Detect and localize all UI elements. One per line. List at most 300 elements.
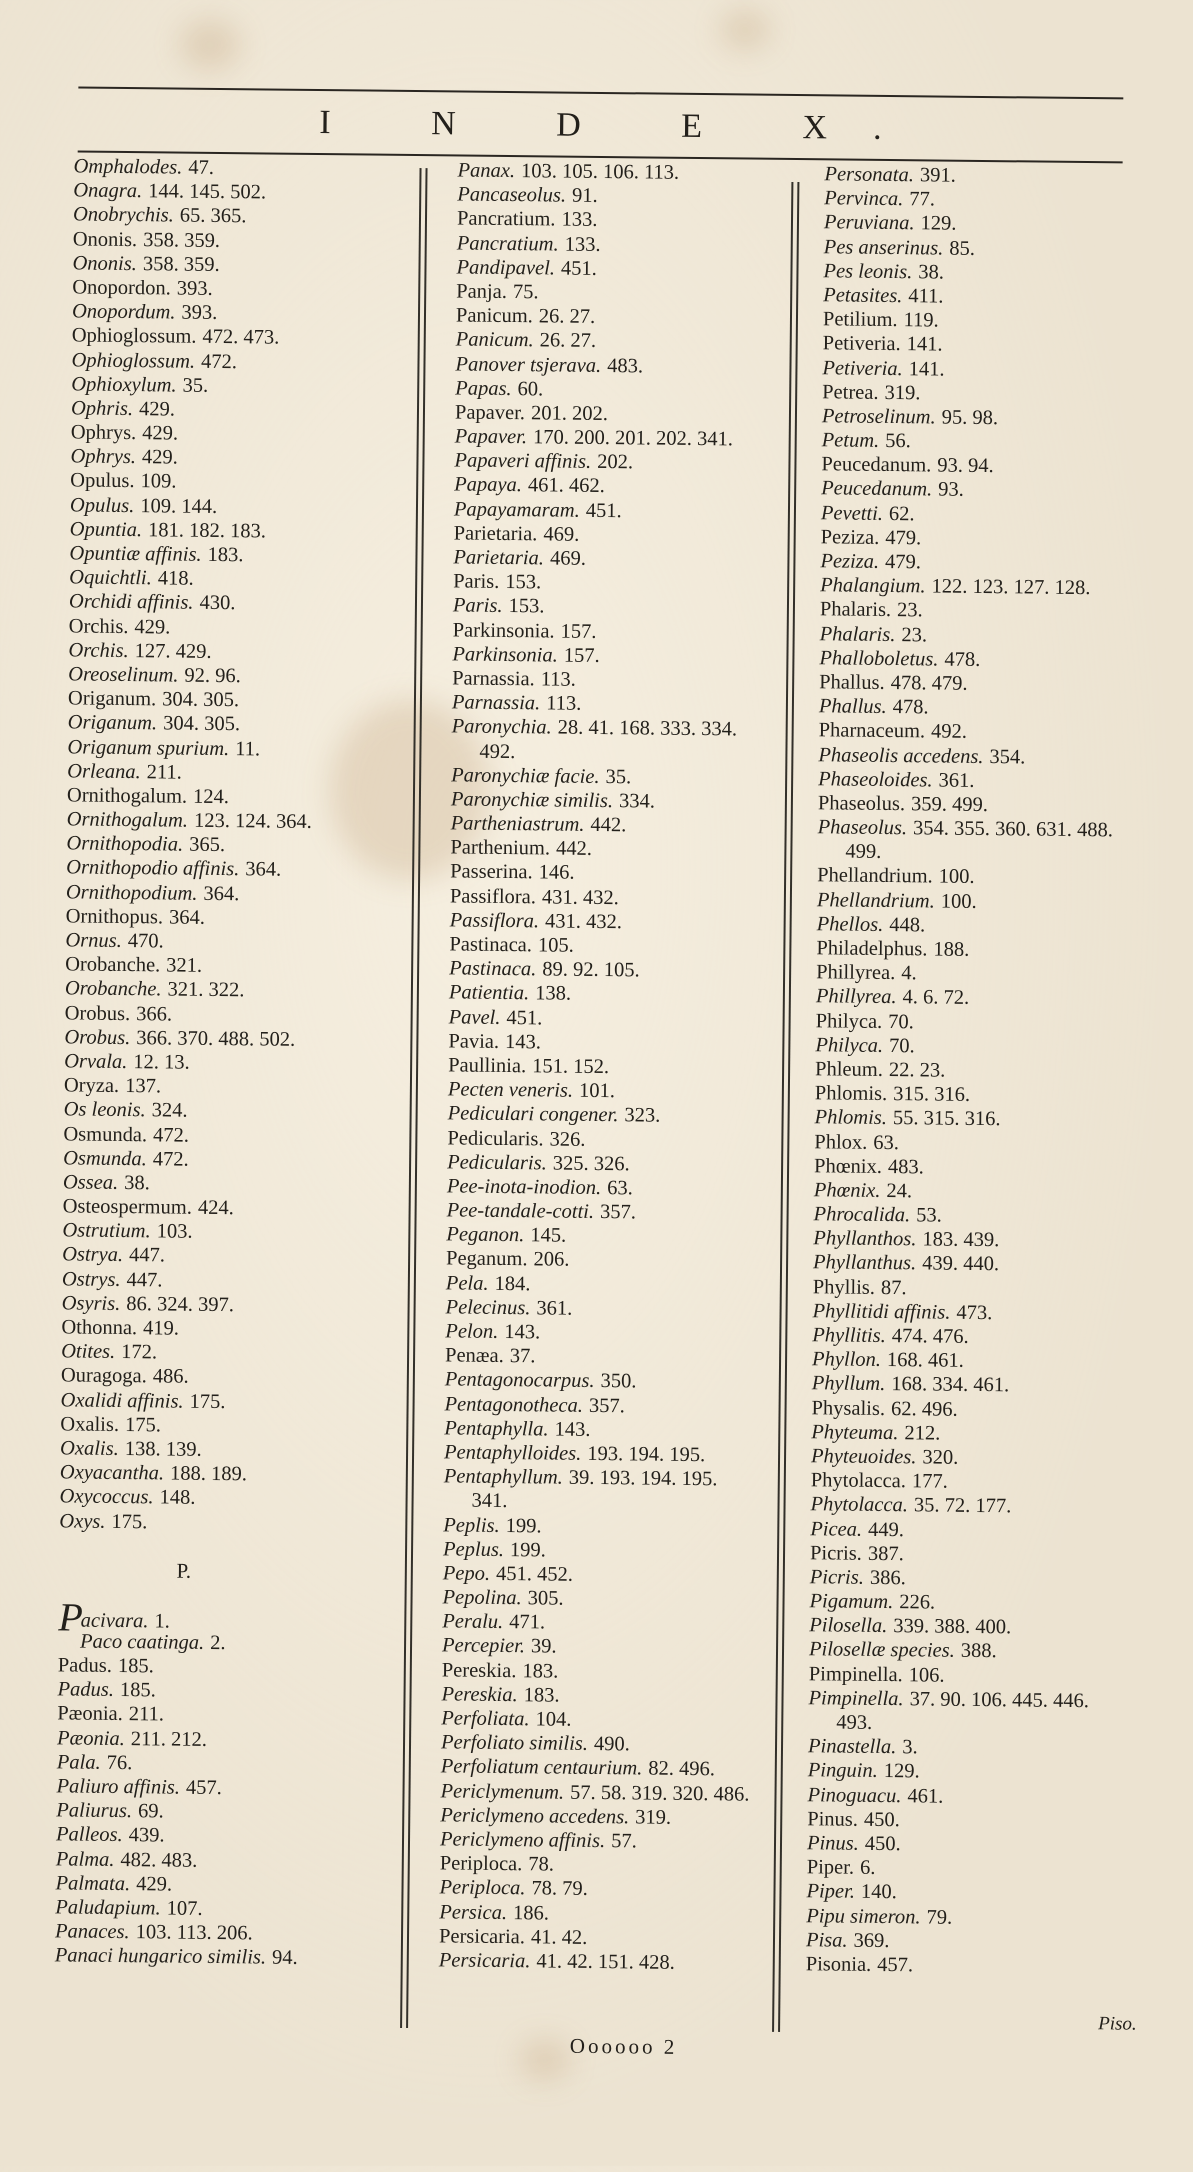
index-entry xyxy=(813,1202,1143,1230)
page-numbers: 4. 6. 72. xyxy=(902,986,970,1010)
index-entry xyxy=(55,1919,385,1947)
entry-name: Pevetti. xyxy=(820,501,884,525)
index-entry xyxy=(808,1734,1138,1762)
entry-name: Parkinsonia. xyxy=(452,618,555,643)
index-entry xyxy=(823,332,1153,360)
page-numbers: 334. xyxy=(618,790,656,813)
index-entry xyxy=(816,985,1146,1013)
page-numbers: 76. xyxy=(106,1751,133,1774)
entry-name: Perfoliata. xyxy=(441,1707,530,1731)
page-numbers: 341. xyxy=(471,1489,508,1513)
index-entry xyxy=(807,1783,1137,1811)
page-numbers: 350. xyxy=(600,1370,637,1393)
page-numbers: 65. 365. xyxy=(179,204,247,228)
entry-name: Paronychiæ similis. xyxy=(450,788,614,812)
page-numbers: 448. xyxy=(889,913,926,937)
index-entry xyxy=(63,1194,393,1222)
page-numbers: 211. 212. xyxy=(130,1727,208,1751)
index-entry xyxy=(446,1247,776,1275)
page-numbers: 93. 94. xyxy=(937,454,994,478)
page-numbers: 113. xyxy=(546,692,582,715)
entry-name: Phyllis. xyxy=(812,1275,876,1299)
page-numbers: 411. xyxy=(908,285,944,308)
page-numbers: 100. xyxy=(940,890,977,913)
index-entry xyxy=(821,525,1151,553)
page-numbers: 109. 144. xyxy=(140,494,218,518)
index-entry xyxy=(812,1323,1142,1351)
entry-name: Picris. xyxy=(809,1566,865,1589)
entry-name: Panja. xyxy=(456,280,508,303)
index-entry xyxy=(455,400,785,428)
index-entry xyxy=(451,763,781,791)
entry-name: Partheniastrum. xyxy=(450,812,585,836)
entry-name: Philyca. xyxy=(815,1034,884,1057)
index-entry xyxy=(443,1489,773,1517)
entry-name: Pedicularis. xyxy=(447,1126,544,1150)
entry-name: Pipu simeron. xyxy=(806,1904,921,1928)
index-entry xyxy=(66,856,396,884)
page-numbers: 472. xyxy=(152,1148,189,1171)
page-numbers: 226. xyxy=(899,1591,936,1614)
page-numbers: 418. xyxy=(157,567,194,590)
entry-name: Penæa. xyxy=(444,1344,504,1368)
index-entry xyxy=(806,1904,1136,1932)
entry-name: Pee-tandale-cotti. xyxy=(446,1199,595,1224)
index-entry xyxy=(811,1468,1141,1496)
page-numbers: 361. xyxy=(536,1297,573,1320)
index-entry xyxy=(822,428,1152,456)
page-numbers: 175. xyxy=(124,1413,162,1437)
page-numbers: 143. xyxy=(504,1030,542,1054)
page-numbers: 87. xyxy=(880,1276,907,1299)
index-entry xyxy=(439,1924,769,1952)
page-numbers: 183. xyxy=(523,1684,560,1707)
entry-name: Petasites. xyxy=(823,284,903,308)
page-numbers: 185. xyxy=(119,1679,156,1702)
index-entry xyxy=(63,1146,393,1174)
entry-name: Phyllum. xyxy=(811,1372,886,1396)
index-entry xyxy=(452,715,782,743)
entry-name: Phyllitis. xyxy=(812,1324,886,1348)
index-entry xyxy=(71,420,401,448)
page-numbers: 144. 145. 502. xyxy=(148,180,267,204)
index-entry xyxy=(449,957,779,985)
index-entry xyxy=(443,1513,773,1541)
index-entry xyxy=(68,662,398,690)
page-numbers: 70. xyxy=(889,1034,915,1058)
entry-name: Pes leonis. xyxy=(823,260,913,283)
entry-name: Pes anserinus. xyxy=(823,235,944,260)
entry-name: Petilium. xyxy=(822,308,898,332)
page-numbers: 357. xyxy=(599,1201,637,1224)
index-entry xyxy=(813,1251,1143,1279)
index-entry xyxy=(454,497,784,525)
entry-name: Paullinia. xyxy=(448,1054,527,1078)
index-entry xyxy=(457,183,787,211)
page-numbers: 177. xyxy=(911,1470,948,1493)
entry-name: Paronychia. xyxy=(451,715,552,739)
index-entry xyxy=(67,783,397,811)
index-entry xyxy=(822,404,1152,432)
entry-name: Orobus. xyxy=(64,1001,131,1025)
entry-name: Palma. xyxy=(55,1847,115,1871)
index-entry xyxy=(441,1706,771,1734)
entry-name: Phellandrium. xyxy=(817,864,933,888)
entry-name: Paronychiæ facie. xyxy=(451,764,600,788)
entry-name: Origanum spurium. xyxy=(67,735,230,760)
page-numbers: 206. xyxy=(533,1248,570,1272)
page-numbers: 101. xyxy=(578,1079,616,1103)
index-entry xyxy=(818,815,1148,843)
entry-name: Omphalodes. xyxy=(73,155,183,179)
page-numbers: 86. 324. 397. xyxy=(126,1292,235,1316)
index-entry xyxy=(811,1444,1141,1472)
page-numbers: 339. 388. 400. xyxy=(893,1615,1012,1639)
page-numbers: 75. xyxy=(512,280,539,304)
page-numbers: 70. xyxy=(888,1010,914,1033)
index-entry xyxy=(816,960,1146,988)
entry-name: Paliurus. xyxy=(56,1799,133,1823)
index-entry xyxy=(56,1799,386,1827)
page-numbers: 439. xyxy=(128,1824,165,1847)
index-entry xyxy=(65,1001,395,1029)
page-numbers: 138. xyxy=(535,982,572,1006)
entry-name: Orobanche. xyxy=(64,977,162,1001)
entry-name: Pavel. xyxy=(448,1005,501,1029)
index-entry xyxy=(440,1779,770,1807)
page-numbers: 199. xyxy=(505,1514,542,1537)
page-numbers: 315. 316. xyxy=(893,1083,971,1107)
entry-name: Panicum. xyxy=(455,304,533,328)
entry-name: Phaseolus. xyxy=(817,792,906,816)
entry-name: Pastinaca. xyxy=(449,957,537,981)
index-entry xyxy=(815,1033,1145,1061)
page-numbers: 181. 182. 183. xyxy=(147,519,267,543)
page-numbers: 91. xyxy=(571,184,598,208)
index-entry xyxy=(820,622,1150,650)
entry-name: Perfoliato similis. xyxy=(440,1731,589,1756)
index-entry xyxy=(446,1223,776,1251)
index-entry xyxy=(65,953,395,981)
index-entry xyxy=(445,1295,775,1323)
page-numbers: 357. xyxy=(588,1394,625,1417)
index-entry xyxy=(451,787,781,815)
index-entry xyxy=(814,1106,1144,1134)
index-entry xyxy=(72,251,402,279)
entry-name: Pedicularis. xyxy=(447,1151,547,1175)
page-numbers: 183. 439. xyxy=(922,1228,1000,1252)
index-entry xyxy=(59,1509,389,1537)
index-entry xyxy=(72,300,402,328)
page-numbers: 109. xyxy=(140,470,177,493)
page-numbers: 56. xyxy=(885,430,911,453)
page-numbers: 127. 429. xyxy=(134,639,212,663)
entry-name: Pilosella. xyxy=(809,1614,888,1638)
entry-name: Periploca. xyxy=(439,1876,526,1900)
index-entry xyxy=(815,1057,1145,1085)
page-numbers: 140. xyxy=(860,1881,897,1904)
index-entry xyxy=(64,1074,394,1102)
entry-name: Pandipavel. xyxy=(456,256,556,280)
index-entry xyxy=(815,1081,1145,1109)
index-entry xyxy=(445,1319,775,1347)
entry-name: Passiflora. xyxy=(449,909,540,933)
index-entry xyxy=(823,259,1153,287)
entry-name: Phalaris. xyxy=(819,598,892,622)
page-numbers: 457. xyxy=(877,1953,914,1977)
entry-name: Persicaria. xyxy=(438,1949,531,1973)
entry-name: Papas. xyxy=(455,377,512,400)
index-entry xyxy=(442,1658,772,1686)
page-numbers: 175. xyxy=(189,1390,226,1413)
index-entry xyxy=(448,1102,778,1130)
page-numbers: 47. xyxy=(188,156,215,179)
entry-name: Paris. xyxy=(453,570,500,594)
index-entry xyxy=(449,1005,779,1033)
page-numbers: 146. xyxy=(538,861,575,885)
page-numbers: 23. xyxy=(901,623,928,646)
page-numbers: 430. xyxy=(199,592,236,615)
page-numbers: 92. 96. xyxy=(184,664,241,688)
entry-name: Pala. xyxy=(56,1751,101,1774)
index-list xyxy=(806,162,1155,1979)
entry-name: Opuntia. xyxy=(69,518,143,541)
index-entry xyxy=(439,1876,769,1904)
entry-name: Phellandrium. xyxy=(816,888,935,913)
index-entry xyxy=(69,590,399,618)
page-numbers: 60. xyxy=(517,377,544,401)
catchword: Piso. xyxy=(1098,2013,1137,2035)
entry-name: Petroselinum. xyxy=(821,405,936,429)
page-numbers: 188. xyxy=(933,938,970,961)
entry-name: Passiflora. xyxy=(449,885,537,908)
entry-name: Pancaseolus. xyxy=(457,183,567,207)
index-entry xyxy=(457,231,787,259)
page-numbers: 168. 461. xyxy=(886,1349,964,1373)
page-numbers: 358. 359. xyxy=(142,252,220,276)
entry-name: Pentaphyllum. xyxy=(443,1465,563,1489)
index-entry xyxy=(811,1396,1141,1424)
page-numbers: 365. xyxy=(189,833,226,857)
index-entry xyxy=(444,1465,774,1493)
page-numbers: 106. xyxy=(908,1663,945,1687)
index-entry xyxy=(58,1594,388,1640)
index-entry xyxy=(817,864,1147,892)
entry-name: Onobrychis. xyxy=(72,203,174,227)
index-entry xyxy=(811,1420,1141,1448)
entry-name: Os leonis. xyxy=(63,1098,146,1122)
index-entry xyxy=(69,566,399,594)
page-numbers: 429. xyxy=(141,446,178,469)
page-numbers: 94. xyxy=(271,1946,298,1970)
index-entry xyxy=(818,743,1148,771)
index-entry xyxy=(62,1219,392,1247)
index-entry xyxy=(812,1372,1142,1400)
entry-name: Phœnix. xyxy=(813,1179,881,1202)
page-numbers: 424. xyxy=(197,1196,234,1220)
index-entry xyxy=(453,545,783,573)
page-numbers: 77. xyxy=(909,188,936,211)
entry-name: Phaseolis accedens. xyxy=(818,743,984,768)
entry-name: Oxyacantha. xyxy=(59,1461,165,1485)
entry-name: Petum. xyxy=(821,429,880,452)
entry-name: Parnassia. xyxy=(451,691,541,715)
index-entry xyxy=(821,453,1151,481)
page-numbers: 145. xyxy=(530,1224,567,1247)
index-column-2 xyxy=(439,158,788,1975)
index-entry xyxy=(66,832,396,860)
index-entry xyxy=(57,1678,387,1706)
page-numbers: 393. xyxy=(181,301,218,325)
page-numbers: 28. 41. 168. 333. 334. xyxy=(557,716,738,741)
index-entry xyxy=(65,977,395,1005)
page-numbers: 62. 496. xyxy=(890,1397,958,1421)
page-numbers: 57. 58. 319. 320. 486. xyxy=(569,1781,750,1806)
entry-name: Orleana. xyxy=(67,760,141,783)
page-numbers: 63. xyxy=(873,1131,900,1154)
index-entry xyxy=(822,356,1152,384)
index-entry xyxy=(73,227,403,255)
page-numbers: 391. xyxy=(919,164,956,187)
page-numbers: 319. xyxy=(884,381,921,405)
page-numbers: 419. xyxy=(142,1317,180,1340)
entry-name: Phleum. xyxy=(815,1058,884,1081)
entry-name: Phlomis. xyxy=(814,1106,888,1130)
entry-name: Philadelphus. xyxy=(816,937,928,961)
entry-name: Phallus. xyxy=(818,695,887,719)
page-numbers: 469. xyxy=(549,547,586,570)
index-entry xyxy=(71,396,401,424)
index-entry xyxy=(446,1271,776,1299)
index-entry xyxy=(809,1613,1139,1641)
index-entry xyxy=(72,275,402,303)
page-numbers: 325. 326. xyxy=(552,1152,630,1176)
index-entry xyxy=(447,1174,777,1202)
index-entry xyxy=(452,691,782,719)
entry-name: Phellos. xyxy=(816,913,884,936)
page-numbers: 478. xyxy=(892,696,929,719)
index-entry xyxy=(442,1585,772,1613)
page-numbers: 361. xyxy=(938,769,975,792)
entry-name: Pervinca. xyxy=(824,187,904,211)
index-entry xyxy=(447,1126,777,1154)
index-entry xyxy=(810,1493,1140,1521)
entry-name: Ornithopus. xyxy=(65,905,164,929)
entry-name: Phyllanthus. xyxy=(812,1251,917,1275)
page-numbers: 170. 200. 201. 202. 341. xyxy=(532,426,734,451)
index-entry xyxy=(451,739,781,767)
entry-name: Pereskia. xyxy=(441,1683,518,1706)
entry-name: Phaseolus. xyxy=(817,816,908,840)
page-numbers: 304. 305. xyxy=(162,688,240,712)
index-entry xyxy=(808,1710,1138,1738)
index-entry xyxy=(813,1275,1143,1303)
page-numbers: 473. xyxy=(956,1301,993,1324)
index-entry xyxy=(457,158,787,186)
page-numbers: 138. 139. xyxy=(124,1437,202,1461)
entry-name: Phalloboletus. xyxy=(819,647,939,671)
entry-name: Papaver. xyxy=(454,401,526,425)
entry-name: Ornithopodia. xyxy=(66,832,184,856)
entry-name: Periclymeno affinis. xyxy=(439,1828,606,1853)
page-numbers: 202. xyxy=(597,451,634,474)
page-numbers: 41. 42. 151. 428. xyxy=(536,1950,675,1974)
entry-name: Periploca. xyxy=(439,1852,523,1876)
page-numbers: 447. xyxy=(128,1244,166,1267)
index-entry xyxy=(442,1634,772,1662)
index-entry xyxy=(57,1702,387,1730)
entry-name: Pharnaceum. xyxy=(818,719,926,743)
page-numbers: 439. 440. xyxy=(922,1252,1000,1276)
index-entry xyxy=(454,449,784,477)
index-entry xyxy=(73,203,403,231)
page-numbers: 93. xyxy=(938,478,964,502)
entry-name: Ophris. xyxy=(70,397,134,420)
page-numbers: 153. xyxy=(508,595,545,618)
index-entry xyxy=(64,1049,394,1077)
entry-name: Peplus. xyxy=(442,1538,505,1561)
index-entry xyxy=(456,304,786,332)
entry-name: Pisa. xyxy=(805,1928,848,1952)
entry-name: Paco caatinga. xyxy=(79,1630,205,1654)
entry-name: Peralu. xyxy=(442,1610,504,1634)
page-numbers: 123. 124. 364. xyxy=(193,809,312,834)
entry-name: Papaveri affinis. xyxy=(454,449,592,474)
index-entry xyxy=(455,376,785,404)
page-numbers: 364. xyxy=(168,906,206,929)
page-numbers: 141. xyxy=(908,357,945,381)
index-entry xyxy=(814,1154,1144,1182)
entry-name: Piper. xyxy=(806,1880,856,1904)
entry-name: Piper. xyxy=(806,1856,855,1879)
page-numbers: 57. xyxy=(611,1830,637,1853)
index-entry xyxy=(820,573,1150,601)
page-numbers: 201. 202. xyxy=(530,402,608,425)
index-entry xyxy=(441,1755,771,1783)
index-entry xyxy=(69,614,399,642)
page-numbers: 1. xyxy=(154,1610,170,1633)
entry-name: Periclymenum. xyxy=(440,1779,565,1804)
page-numbers: 37. xyxy=(509,1345,536,1368)
entry-name: Pinoguacu. xyxy=(807,1783,902,1807)
entry-name: Ononis. xyxy=(72,227,138,251)
index-entry xyxy=(810,1565,1140,1593)
index-entry xyxy=(70,445,400,473)
page-numbers: 478. xyxy=(944,648,981,671)
page-numbers: 442. xyxy=(555,837,593,861)
entry-name: Pee-inota-inodion. xyxy=(446,1175,602,1199)
index-entry xyxy=(813,1226,1143,1254)
index-entry xyxy=(809,1662,1139,1690)
index-entry xyxy=(806,1928,1136,1956)
index-entry xyxy=(447,1150,777,1178)
index-entry xyxy=(73,179,403,207)
entry-name: Persicaria. xyxy=(438,1925,526,1948)
page-numbers: 39. xyxy=(530,1635,557,1659)
entry-name: Picea. xyxy=(810,1517,863,1541)
entry-name: Ornithogalum. xyxy=(66,808,189,832)
page-numbers: 168. 334. 461. xyxy=(891,1373,1010,1397)
page-numbers: 499. xyxy=(845,840,882,864)
index-entry xyxy=(73,154,403,182)
page-numbers: 143. xyxy=(554,1418,591,1441)
entry-name: Paliuro affinis. xyxy=(56,1775,181,1799)
page-numbers: 354. 355. 360. 631. 488. xyxy=(912,817,1114,842)
page-numbers: 35. xyxy=(605,765,632,788)
entry-name: Pavia. xyxy=(448,1030,500,1053)
entry-name: Pentaphylla. xyxy=(444,1417,549,1441)
entry-name: Paludapium. xyxy=(55,1896,161,1920)
